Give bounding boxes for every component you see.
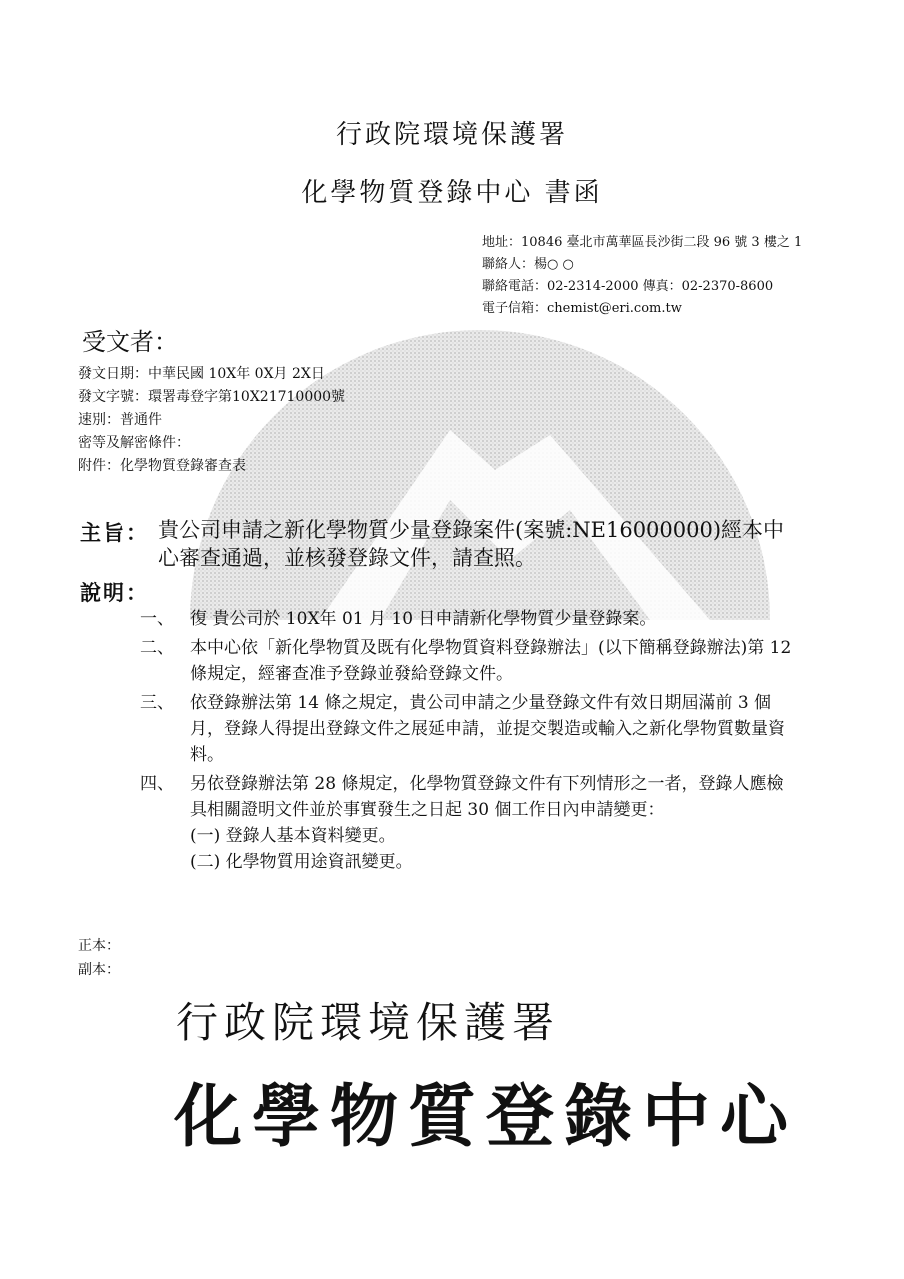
document-number: 發文字號：環署毒登字第10X21710000號 (78, 389, 346, 405)
item-text: 另依登錄辦法第 28 條規定，化學物質登錄文件有下列情形之一者，登錄人應檢具相關證明文件並於事實發生之日起 30 個工作日內申請變更： (190, 774, 784, 820)
explanation-item (140, 690, 800, 768)
explanation-item (140, 635, 800, 687)
contact-block (482, 232, 802, 320)
copy-recipient-label: 副本： (78, 962, 120, 978)
attachment: 附件：化學物質登錄審查表 (78, 458, 246, 474)
seal-agency-name: 行政院環境保護署 (176, 998, 561, 1047)
agency-title: 行政院環境保護署 (335, 120, 568, 150)
item-text: 復 貴公司於 10X年 01 月 10 日申請新化學物質少量登錄案。 (190, 609, 657, 629)
issue-date: 發文日期：中華民國 10X年 0X月 2X日 (78, 366, 325, 382)
contact-phone-fax: 聯絡電話：02-2314-2000 傳真：02-2370-8600 (482, 279, 774, 294)
sub-item: (二) 化學物質用途資訊變更。 (190, 852, 413, 872)
seal-office-name: 化學物質登錄中心 (174, 1077, 799, 1157)
contact-address: 地址：10846 臺北市萬華區長沙街二段 96 號 3 樓之 1 (482, 235, 803, 250)
original-recipient-label: 正本： (78, 938, 120, 954)
letter-title: 化學物質登錄中心 書函 (301, 178, 603, 208)
contact-person: 聯絡人：楊○ ○ (482, 257, 574, 272)
distribution-block (78, 934, 120, 982)
item-text: 本中心依「新化學物質及既有化學物質資料登錄辦法」(以下簡稱登錄辦法)第 12 條規定，經審查准予登錄並發給登錄文件。 (190, 638, 792, 684)
item-number: 一、 (140, 609, 174, 629)
sub-item: (一) 登錄人基本資料變更。 (190, 826, 396, 846)
item-number: 四、 (140, 774, 174, 794)
explanation-item (140, 771, 800, 875)
item-text: 依登錄辦法第 14 條之規定，貴公司申請之少量登錄文件有效日期屆滿前 3 個月，登錄人得提出登錄文件之展延申請，並提交製造或輸入之新化學物質數量資料。 (190, 693, 785, 765)
explanation-item (140, 606, 800, 632)
explanation-list (140, 606, 800, 878)
secrecy-level: 密等及解密條件： (78, 435, 190, 451)
item-number: 二、 (140, 638, 174, 658)
recipient: 受文者： (82, 328, 178, 356)
meta-block (78, 363, 345, 478)
delivery-speed: 速別：普通件 (78, 412, 162, 428)
subject-text: 貴公司申請之新化學物質少量登錄案件(案號:NE16000000)經本中心審查通過，並核發登錄文件，請查照。 (158, 518, 785, 570)
contact-email: 電子信箱：chemist@eri.com.tw (482, 301, 682, 316)
item-number: 三、 (140, 693, 174, 713)
subject-label: 主旨： (80, 520, 149, 545)
explanation-label: 說明： (80, 580, 149, 605)
